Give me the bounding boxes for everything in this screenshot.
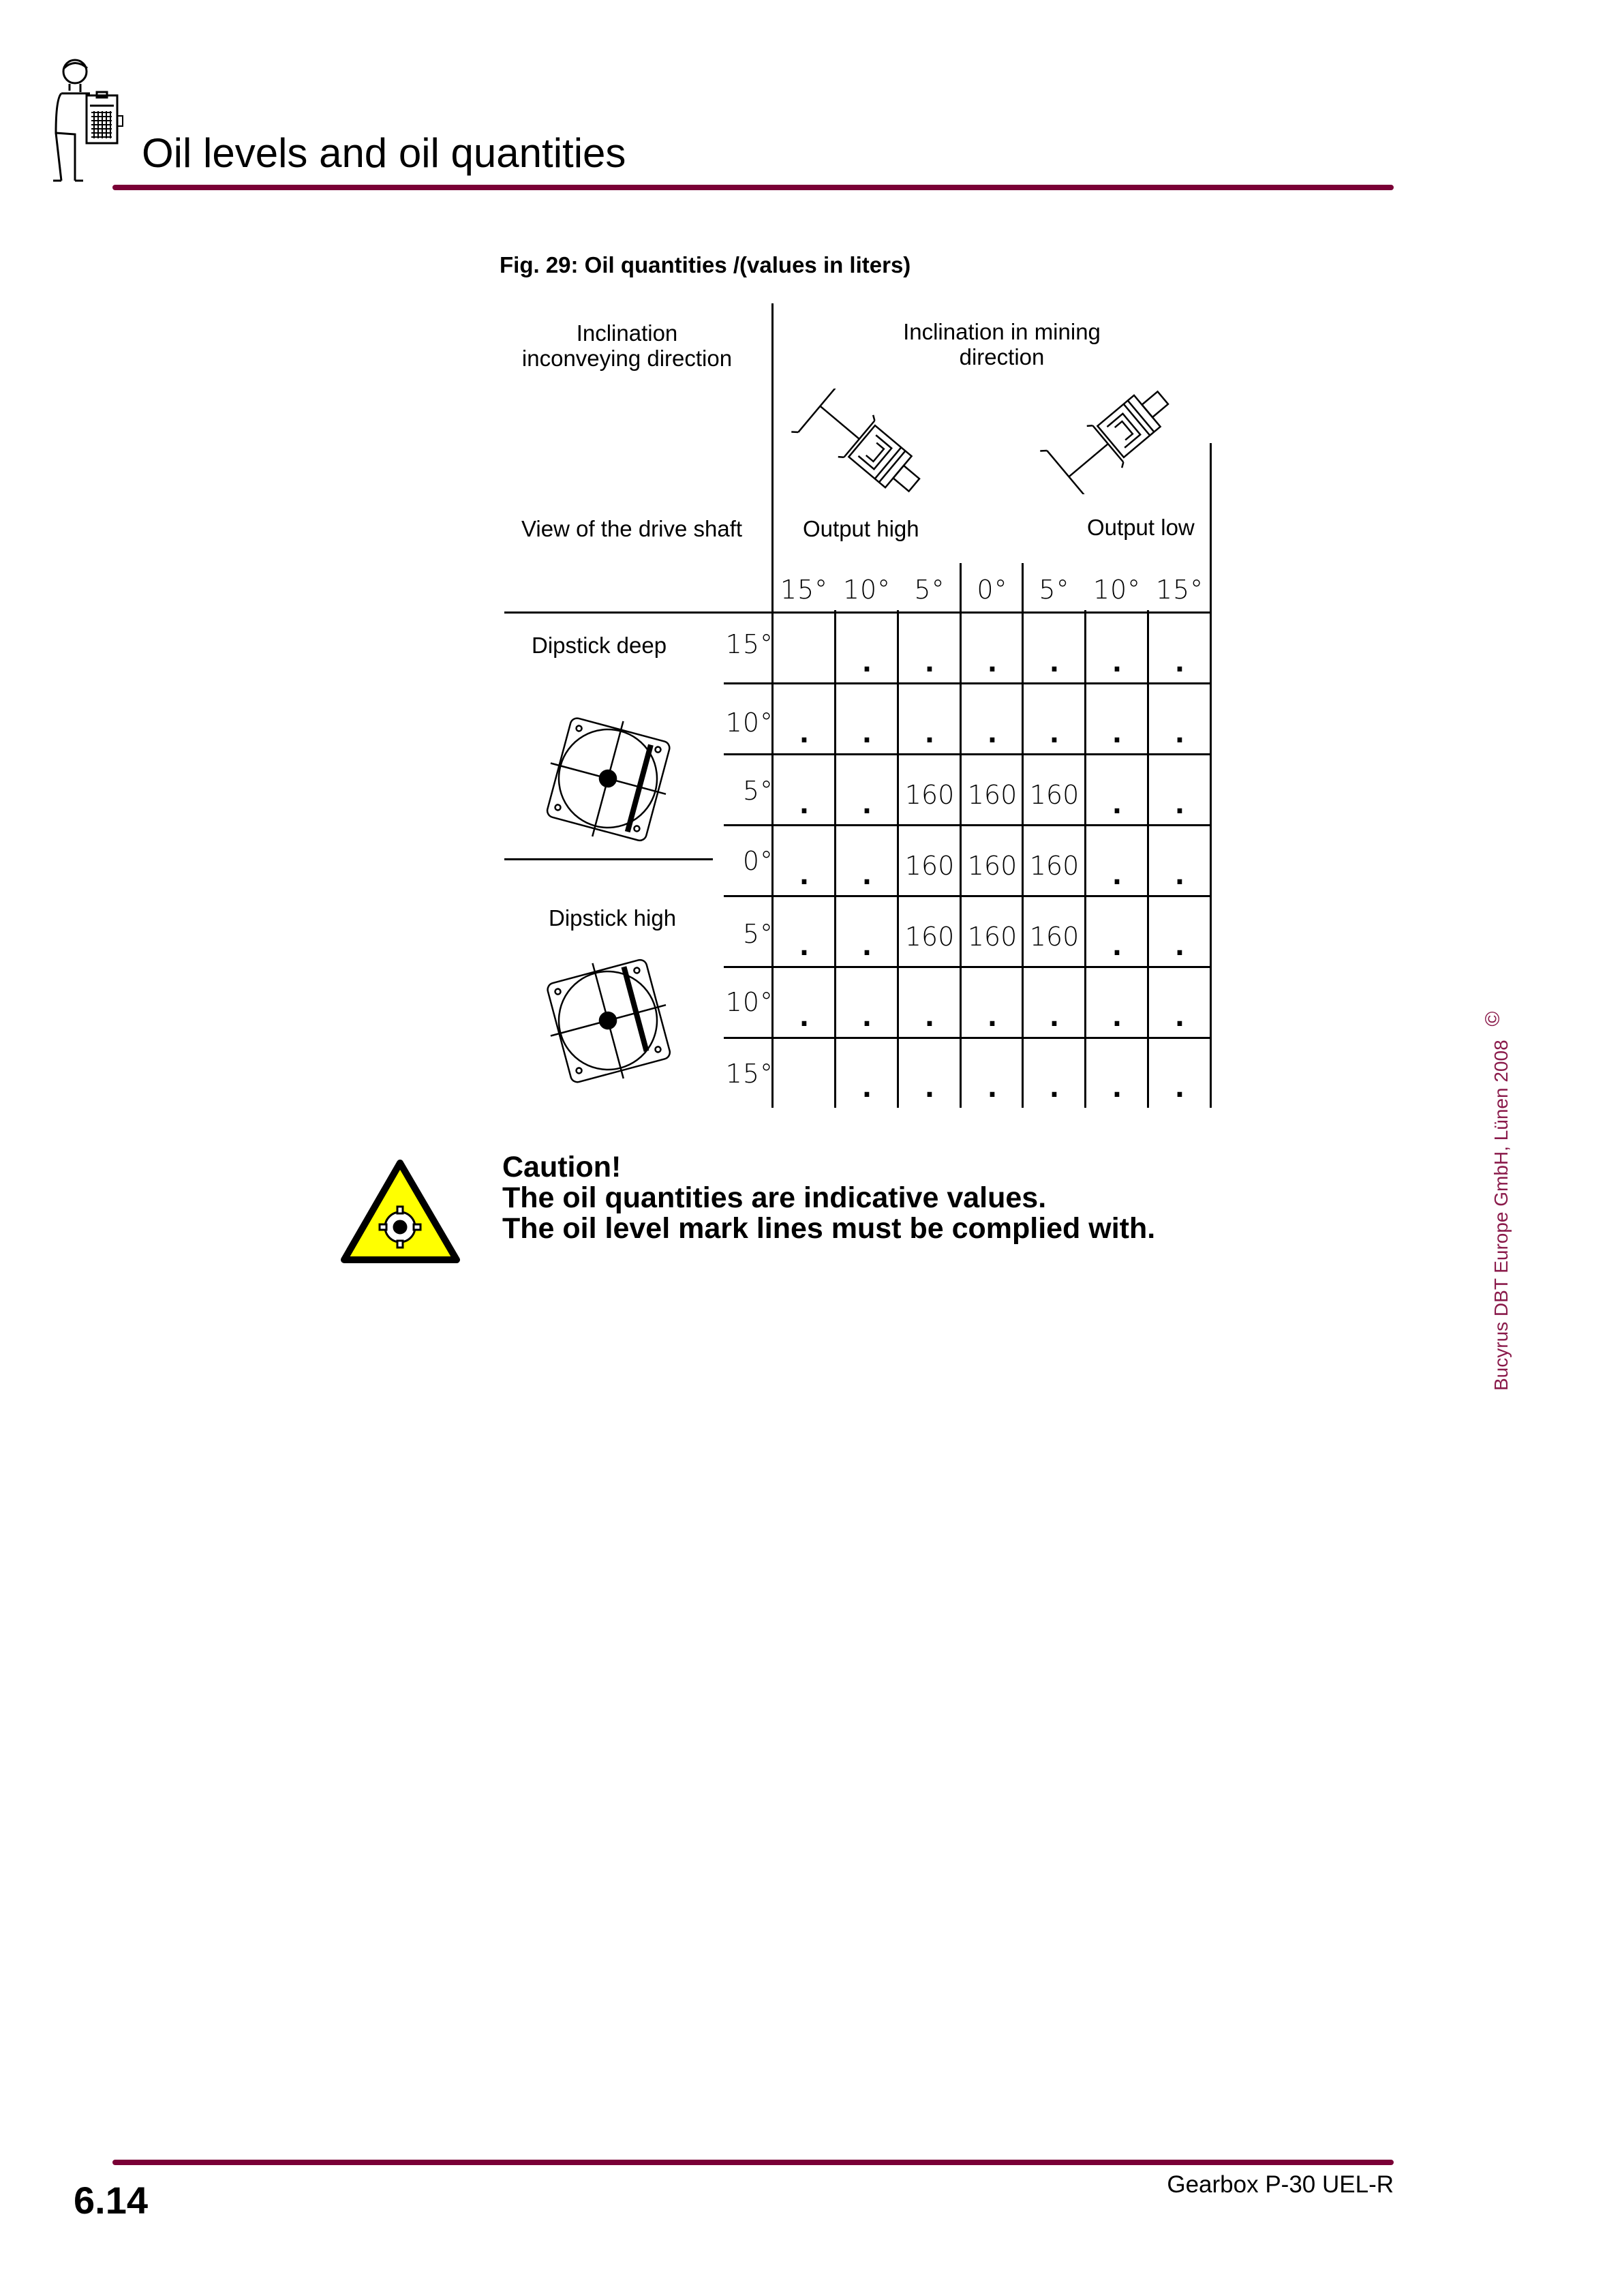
table-cell: .: [861, 1073, 872, 1103]
row-angle: 15°: [725, 629, 774, 659]
left-heading: [508, 320, 746, 371]
table-cell: .: [1112, 719, 1122, 749]
table-cell: .: [1049, 1073, 1060, 1103]
dipstick-high-label: Dipstick high: [549, 905, 677, 931]
table-cell: 160: [967, 851, 1017, 881]
copyright-text: Bucyrus DBT Europe GmbH, Lünen 2008: [1490, 1040, 1512, 1391]
right-heading-line1: Inclination in mining: [903, 319, 1101, 344]
col-angle: 5°: [1039, 575, 1070, 605]
table-cell: .: [799, 719, 810, 749]
copyright-notice: [1482, 1011, 1513, 1391]
worker-with-checklist-icon: [49, 51, 131, 184]
col-angle: 5°: [914, 575, 945, 605]
table-cell: [774, 1044, 835, 1113]
table-cell: .: [1174, 931, 1185, 961]
row-angle: 15°: [725, 1059, 774, 1089]
dipstick-deep-label: Dipstick deep: [532, 633, 667, 658]
table-cell: .: [987, 648, 998, 678]
col-angle: 10°: [1092, 575, 1142, 605]
table-cell: 160: [967, 922, 1017, 952]
footer-rule: [112, 2160, 1394, 2165]
table-cell: .: [799, 1002, 810, 1032]
table-cell: .: [1112, 1002, 1122, 1032]
table-cell: .: [1174, 648, 1185, 678]
table-cell: .: [799, 860, 810, 890]
caution-block: [502, 1152, 1155, 1244]
caution-line-1: The oil quantities are indicative values.: [502, 1181, 1047, 1214]
document-name: Gearbox P-30 UEL-R: [1167, 2171, 1394, 2198]
table-cell: .: [1112, 1073, 1122, 1103]
table-cell: 160: [904, 780, 955, 810]
table-cell: .: [1174, 1073, 1185, 1103]
gearbox-output-low-icon: [1039, 372, 1210, 494]
gearbox-output-high-icon: [791, 389, 961, 511]
figure-caption: Fig. 29: Oil quantities /(values in liters): [500, 252, 911, 277]
table-cell: .: [861, 719, 872, 749]
header-rule: [112, 185, 1394, 190]
col-angle: 15°: [1155, 575, 1204, 605]
row-angle: 0°: [742, 846, 774, 876]
warning-gear-triangle-icon: [341, 1159, 460, 1265]
table-cell: 160: [1029, 922, 1080, 952]
table-cell: .: [1049, 719, 1060, 749]
output-low-label: Output low: [1087, 515, 1195, 540]
table-cell: 160: [904, 851, 955, 881]
table-cell: .: [924, 1002, 935, 1032]
table-cell: .: [1049, 648, 1060, 678]
table-cell: .: [799, 789, 810, 819]
table-cell: .: [799, 931, 810, 961]
col-angle: 15°: [780, 575, 829, 605]
table-cell: .: [1112, 931, 1122, 961]
header-row-line: [504, 611, 1212, 614]
table-cell: .: [861, 648, 872, 678]
row-angle: 5°: [742, 776, 774, 806]
copyright-symbol: ©: [1482, 1011, 1504, 1027]
table-cell: .: [1174, 719, 1185, 749]
dipstick-high-icon: [545, 958, 671, 1084]
table-cell: .: [1049, 1002, 1060, 1032]
table-cell: 160: [1029, 780, 1080, 810]
row-angle: 5°: [742, 919, 774, 949]
table-cell: .: [924, 1073, 935, 1103]
row-angle: 10°: [725, 987, 774, 1017]
table-cell: 160: [967, 780, 1017, 810]
right-heading: [872, 319, 1131, 369]
view-drive-shaft-label: View of the drive shaft: [521, 516, 743, 541]
table-cell: [774, 619, 835, 687]
table-cell: .: [987, 1002, 998, 1032]
table-cell: 160: [1029, 851, 1080, 881]
table-cell: .: [924, 648, 935, 678]
caution-title: Caution!: [502, 1151, 622, 1183]
table-cell: .: [987, 1073, 998, 1103]
deep-high-separator: [504, 858, 713, 860]
dipstick-deep-icon: [545, 716, 671, 842]
col-angle: 0°: [977, 575, 1008, 605]
table-cell: .: [861, 931, 872, 961]
left-heading-line2: inconveying direction: [521, 346, 733, 371]
table-cell: .: [861, 789, 872, 819]
table-cell: .: [1112, 789, 1122, 819]
table-cell: .: [861, 1002, 872, 1032]
page-number: 6.14: [74, 2179, 148, 2222]
table-cell: .: [1174, 1002, 1185, 1032]
right-heading-line2: direction: [959, 344, 1045, 369]
caution-line-2: The oil level mark lines must be complied with.: [502, 1212, 1156, 1245]
table-cell: .: [924, 719, 935, 749]
table-cell: .: [1174, 860, 1185, 890]
page-title: Oil levels and oil quantities: [142, 130, 626, 176]
table-cell: .: [987, 719, 998, 749]
table-cell: .: [861, 860, 872, 890]
col-angle: 10°: [842, 575, 891, 605]
table-cell: .: [1112, 860, 1122, 890]
table-cell: 160: [904, 922, 955, 952]
row-angle: 10°: [725, 708, 774, 738]
left-heading-line1: Inclination: [576, 320, 678, 346]
table-cell: .: [1174, 789, 1185, 819]
table-cell: .: [1112, 648, 1122, 678]
output-high-label: Output high: [803, 516, 919, 541]
